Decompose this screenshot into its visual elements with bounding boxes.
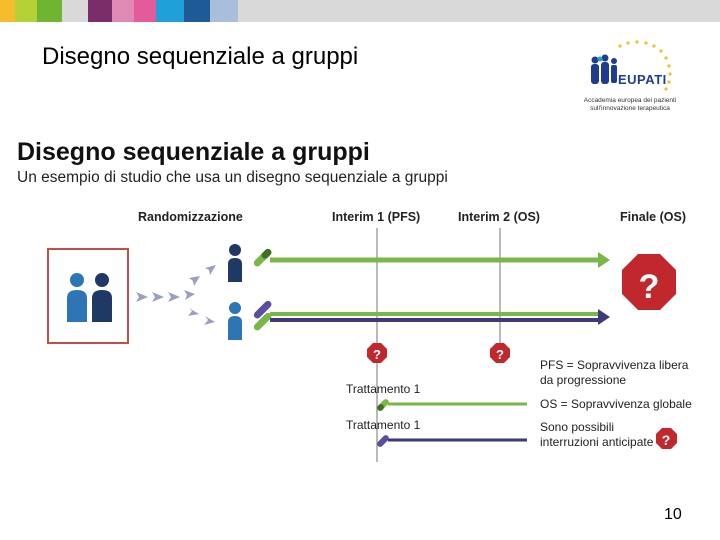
arm-purple: [228, 299, 610, 340]
logo-text: EUPATI: [618, 72, 667, 87]
final-stop-icon: [622, 254, 676, 310]
legend-treatment-green: Trattamento 1: [346, 382, 421, 396]
stage-interim1: Interim 1 (PFS): [332, 210, 421, 224]
legend-treatment-purple: Trattamento 1: [346, 418, 421, 432]
stage-randomization: Randomizzazione: [138, 210, 243, 224]
svg-text:?: ?: [496, 347, 504, 362]
interim1-stop-icon: [367, 343, 387, 363]
tagline-line: Accademia europea dei pazienti: [583, 97, 677, 104]
slide-title: Disegno sequenziale a gruppi: [42, 43, 359, 70]
legend-stop-line1: Sono possibili: [540, 420, 615, 434]
legend-stop-line2: interruzioni anticipate: [540, 435, 654, 449]
legend-green-line: [376, 398, 527, 412]
svg-text:?: ?: [638, 268, 660, 306]
legend-os: OS = Sopravvivenza globale: [540, 397, 692, 411]
interim2-stop-icon: [490, 343, 510, 363]
svg-text:?: ?: [661, 432, 671, 448]
tagline-line: sull'innovazione terapeutica: [590, 105, 670, 112]
legend-pfs-line2: da progressione: [540, 373, 627, 387]
randomization-arrows: [136, 265, 216, 325]
page-number: 10: [664, 506, 682, 523]
diagram-title: Disegno sequenziale a gruppi: [17, 138, 370, 166]
stage-interim2: Interim 2 (OS): [458, 210, 540, 224]
diagram-subtitle: Un esempio di studio che usa un disegno sequenziale a gruppi: [17, 169, 448, 186]
legend-pfs-line1: PFS = Sopravvivenza libera: [540, 358, 689, 372]
svg-text:?: ?: [373, 347, 381, 362]
stage-final: Finale (OS): [620, 210, 686, 224]
legend-purple-line: [376, 434, 527, 448]
legend-stop-icon: [656, 428, 677, 449]
arm-green: [228, 244, 610, 282]
